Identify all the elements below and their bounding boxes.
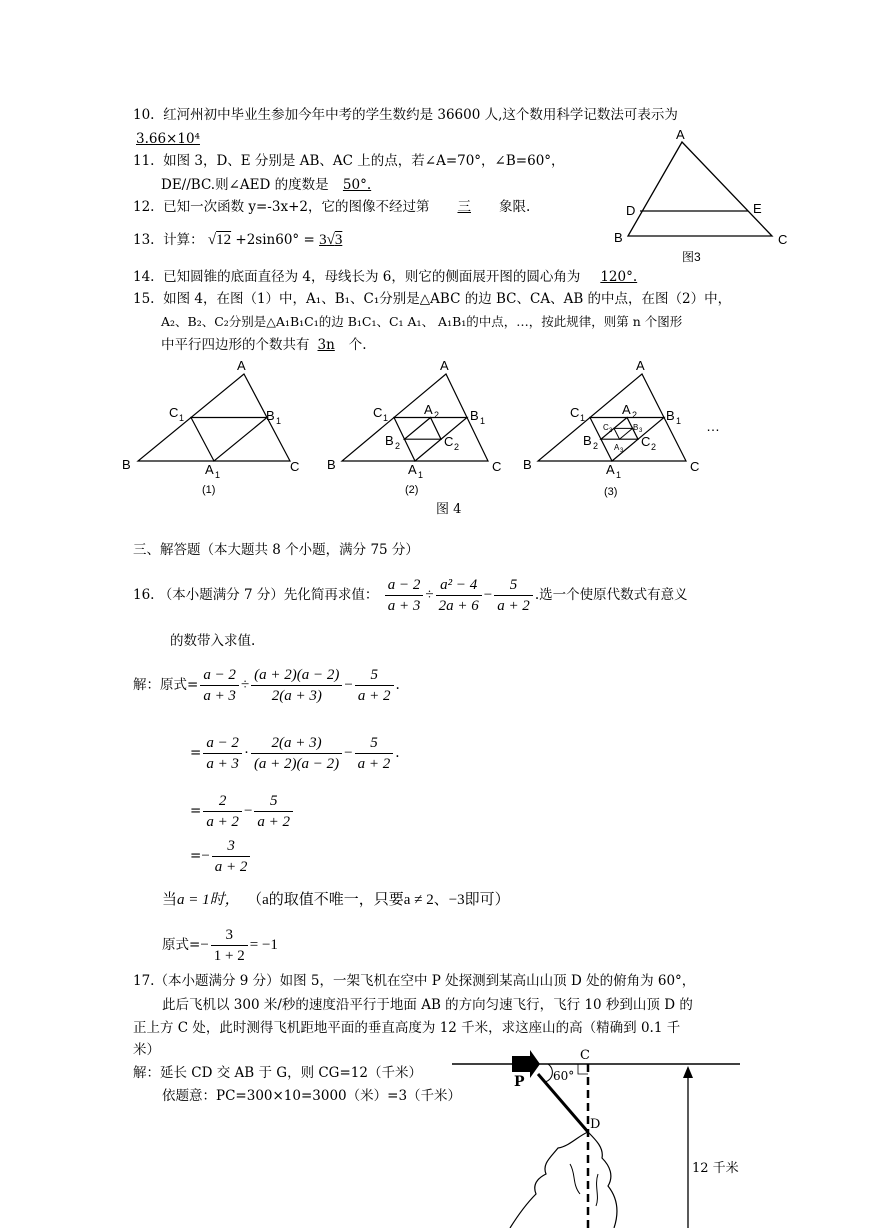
- fig4-3-c1-sub: 1: [580, 413, 586, 423]
- fig4-2-c: C: [492, 459, 502, 474]
- question-17-line3: 正上方 C 处，此时测得飞机距地平面的垂直高度为 12 千米，求这座山的高（精确到 0.1 千: [133, 1020, 681, 1036]
- fig4-3-c1: C: [570, 405, 580, 420]
- fig4-1-c1-sub: 1: [179, 413, 185, 423]
- fig4-2-a: A: [440, 358, 449, 373]
- fig4-sub-1: (1): [202, 484, 216, 496]
- fig4-2-b2-sub: 2: [395, 441, 401, 451]
- fig4-caption: 图 4: [436, 502, 462, 517]
- figure-4: [118, 356, 738, 518]
- question-13: 13. 计算： √12 +2sin60° = 3√3: [133, 232, 343, 248]
- fig4-1-c1: C: [169, 405, 179, 420]
- question-12: 12. 已知一次函数 y=-3x+2，它的图像不经过第 三 象限.: [133, 199, 531, 215]
- fig4-2-c1: C: [373, 405, 383, 420]
- sol-frac-3: $\frac{5}{a + 2}$: [355, 665, 394, 706]
- sqrt-12: √12: [207, 232, 232, 248]
- fig4-3-c2: C: [641, 434, 651, 449]
- fig4-3-c2-sub: 2: [651, 442, 657, 452]
- fig5-angle-label: 60°: [553, 1069, 575, 1083]
- sol-frac-1: $\frac{a - 2}{a + 3}$: [200, 665, 239, 706]
- question-11: 11. 如图 3，D、E 分别是 AB、AC 上的点，若∠A=70°，∠B=60°，: [133, 153, 565, 169]
- fig4-sub-3: (3): [604, 486, 618, 498]
- fig4-sub-2: (2): [405, 484, 419, 496]
- fig4-3-a3-sub: 3: [620, 448, 624, 454]
- fig3-label-e: E: [753, 201, 762, 216]
- question-11-line2: DE//BC.则∠AED 的度数是 50°.: [161, 176, 381, 194]
- fig3-caption: 图3: [682, 250, 701, 264]
- fig5-label-c: C: [580, 1048, 590, 1063]
- question-15: 15. 如图 4，在图（1）中，A₁、B₁、C₁分别是△ABC 的边 BC、CA、AB 的中点，在图（2）中，: [133, 291, 732, 307]
- question-10: 10. 红河州初中毕业生参加今年中考的学生数约是 36600 人,这个数用科学记数法可表示为: [133, 107, 678, 123]
- frac-a2-minus-4-over-2a-plus-6: $\frac{\text{a² − 4}}{2a + 6}$: [436, 575, 482, 616]
- section-3-heading: 三、解答题（本大题共 8 个小题，满分 75 分）: [133, 542, 419, 558]
- fig3-label-b: B: [614, 230, 623, 245]
- fig4-3-b3: B: [633, 423, 639, 432]
- question-16-line2: 的数带入求值.: [170, 633, 256, 649]
- figure-5: [450, 1044, 750, 1228]
- fig4-3-b2: B: [583, 433, 592, 448]
- fig4-3-c3-sub: 3: [609, 428, 613, 434]
- question-17-line4: 米）: [133, 1042, 160, 1058]
- fig4-diagram-1: [122, 358, 299, 496]
- fig4-2-c2-sub: 2: [454, 442, 460, 452]
- question-15-line3: 中平行四边形的个数共有 3n 个.: [161, 337, 367, 353]
- solution-16-step-3: = $\frac{2}{a + 2}$ − $\frac{5}{a + 2}$: [190, 788, 295, 834]
- fig4-1-b1-sub: 1: [276, 416, 282, 426]
- fig4-1-b1: B: [266, 408, 275, 423]
- question-17-line1: 17.（本小题满分 9 分）如图 5，一架飞机在空中 P 处探测到某高山山顶 D 处的俯角为 60°，: [133, 973, 696, 989]
- question-15-answer: 3n: [317, 337, 335, 353]
- fig3-label-c: C: [778, 232, 788, 247]
- fig4-3-a2: A: [622, 402, 631, 417]
- solution-16-substitution: 当a = 1时， （a的取值不唯一，只要a ≠ 2、−3即可）: [162, 892, 510, 908]
- solution-16-step-1: 解：原式= $\frac{a - 2}{a + 3}$ ÷ $\frac{(a + 2)(a - 2)}{2(a + 3)}$ − $\frac{5}{a + 2}$ .: [133, 667, 400, 704]
- fig4-2-a2: A: [424, 402, 433, 417]
- figure-3: [610, 124, 800, 266]
- question-15-line2: A₂、B₂、C₂分别是△A₁B₁C₁的边 B₁C₁、C₁ A₁、 A₁B₁的中点，…，按此规律，则第 n 个图形: [161, 314, 683, 329]
- fig4-3-b1-sub: 1: [676, 416, 682, 426]
- solution-17-line2: 依题意：PC=300×10=3000（米）=3（千米）: [162, 1088, 462, 1104]
- question-12-answer: 三: [457, 199, 471, 215]
- solution-16-step-2: = $\frac{a - 2}{a + 3}$ · $\frac{2(a + 3)}{(a + 2)(a - 2)}$ − $\frac{5}{a + 2}$ .: [190, 735, 400, 772]
- sol-frac-2: $\frac{(a + 2)(a - 2)}{2(a + 3)}$: [251, 665, 342, 706]
- fig4-ellipsis: …: [706, 418, 720, 434]
- fig4-3-c3: C: [603, 423, 609, 432]
- fig4-1-a: A: [237, 358, 246, 373]
- fig4-diagram-2: [327, 358, 501, 496]
- question-14: 14. 已知圆锥的底面直径为 4，母线长为 6，则它的侧面展开图的圆心角为 120°.: [133, 268, 645, 286]
- fig4-3-a1: A: [606, 462, 615, 477]
- fig4-3-b: B: [523, 457, 532, 472]
- fig4-3-a2-sub: 2: [632, 410, 638, 420]
- fig3-label-d: D: [626, 203, 636, 218]
- result-frac: $\frac{3}{1 + 2}$: [211, 925, 248, 966]
- fig4-3-b3-sub: 3: [639, 428, 643, 434]
- fig4-2-b1: B: [470, 408, 479, 423]
- fig5-height-label: 12 千米: [692, 1161, 739, 1176]
- fig4-1-a1-sub: 1: [215, 470, 221, 480]
- sol2-frac-3: $\frac{5}{a + 2}$: [355, 733, 394, 774]
- fig4-2-a1: A: [408, 462, 417, 477]
- fig4-3-b2-sub: 2: [593, 441, 599, 451]
- question-16: 16. （本小题满分 7 分）先化简再求值： $\frac{a - 2}{a + 3}$ ÷ $\frac{\text{a² − 4}}{2a + 6}$ − $\frac{5}{a + 2}$ .选一个使原代数式有意义: [133, 577, 688, 614]
- question-14-answer: 120°.: [600, 269, 638, 285]
- fig4-2-c1-sub: 1: [383, 413, 389, 423]
- solution-16-result: 原式=− $\frac{3}{1 + 2}$ = −1: [162, 927, 278, 964]
- fig4-2-b1-sub: 1: [480, 416, 486, 426]
- fig4-2-a2-sub: 2: [434, 410, 440, 420]
- question-13-answer: 3√3: [319, 232, 343, 248]
- solution-16-step-4: =− $\frac{3}{a + 2}$: [190, 833, 252, 879]
- sol3-frac-1: $\frac{2}{a + 2}$: [203, 791, 242, 832]
- sol4-frac: $\frac{3}{a + 2}$: [212, 836, 251, 877]
- fig4-2-b: B: [327, 457, 336, 472]
- frac-a-minus-2-over-a-plus-3: $\frac{a - 2}{a + 3}$: [385, 575, 424, 616]
- fig4-3-a: A: [636, 358, 645, 373]
- sol2-frac-2: $\frac{2(a + 3)}{(a + 2)(a - 2)}$: [251, 733, 342, 774]
- fig4-2-a1-sub: 1: [418, 470, 424, 480]
- solution-17-line1: 解：延长 CD 交 AB 于 G，则 CG=12（千米）: [133, 1065, 422, 1081]
- fig4-1-a1: A: [205, 462, 214, 477]
- fig4-3-c: C: [690, 459, 700, 474]
- fig5-label-d: D: [590, 1117, 601, 1132]
- question-10-answer: 3.66×10⁴: [136, 131, 200, 147]
- sol3-frac-2: $\frac{5}{a + 2}$: [254, 791, 293, 832]
- fig4-2-b2: B: [385, 433, 394, 448]
- fig5-label-p: P: [514, 1074, 525, 1090]
- frac-5-over-a-plus-2: $\frac{5}{a + 2}$: [494, 575, 533, 616]
- question-11-answer: 50°.: [342, 177, 372, 193]
- fig4-diagram-3: [523, 358, 720, 498]
- fig4-3-b1: B: [666, 408, 675, 423]
- fig4-1-c: C: [290, 459, 300, 474]
- question-17-line2: 此后飞机以 300 米/秒的速度沿平行于地面 AB 的方向匀速飞行，飞行 10 秒到山顶 D 的: [162, 997, 693, 1013]
- fig4-3-a1-sub: 1: [616, 470, 622, 480]
- fig4-3-a3: A: [614, 443, 620, 452]
- fig3-label-a: A: [676, 127, 685, 142]
- fig4-1-b: B: [122, 457, 131, 472]
- fig4-2-c2: C: [444, 434, 454, 449]
- sol2-frac-1: $\frac{a - 2}{a + 3}$: [203, 733, 242, 774]
